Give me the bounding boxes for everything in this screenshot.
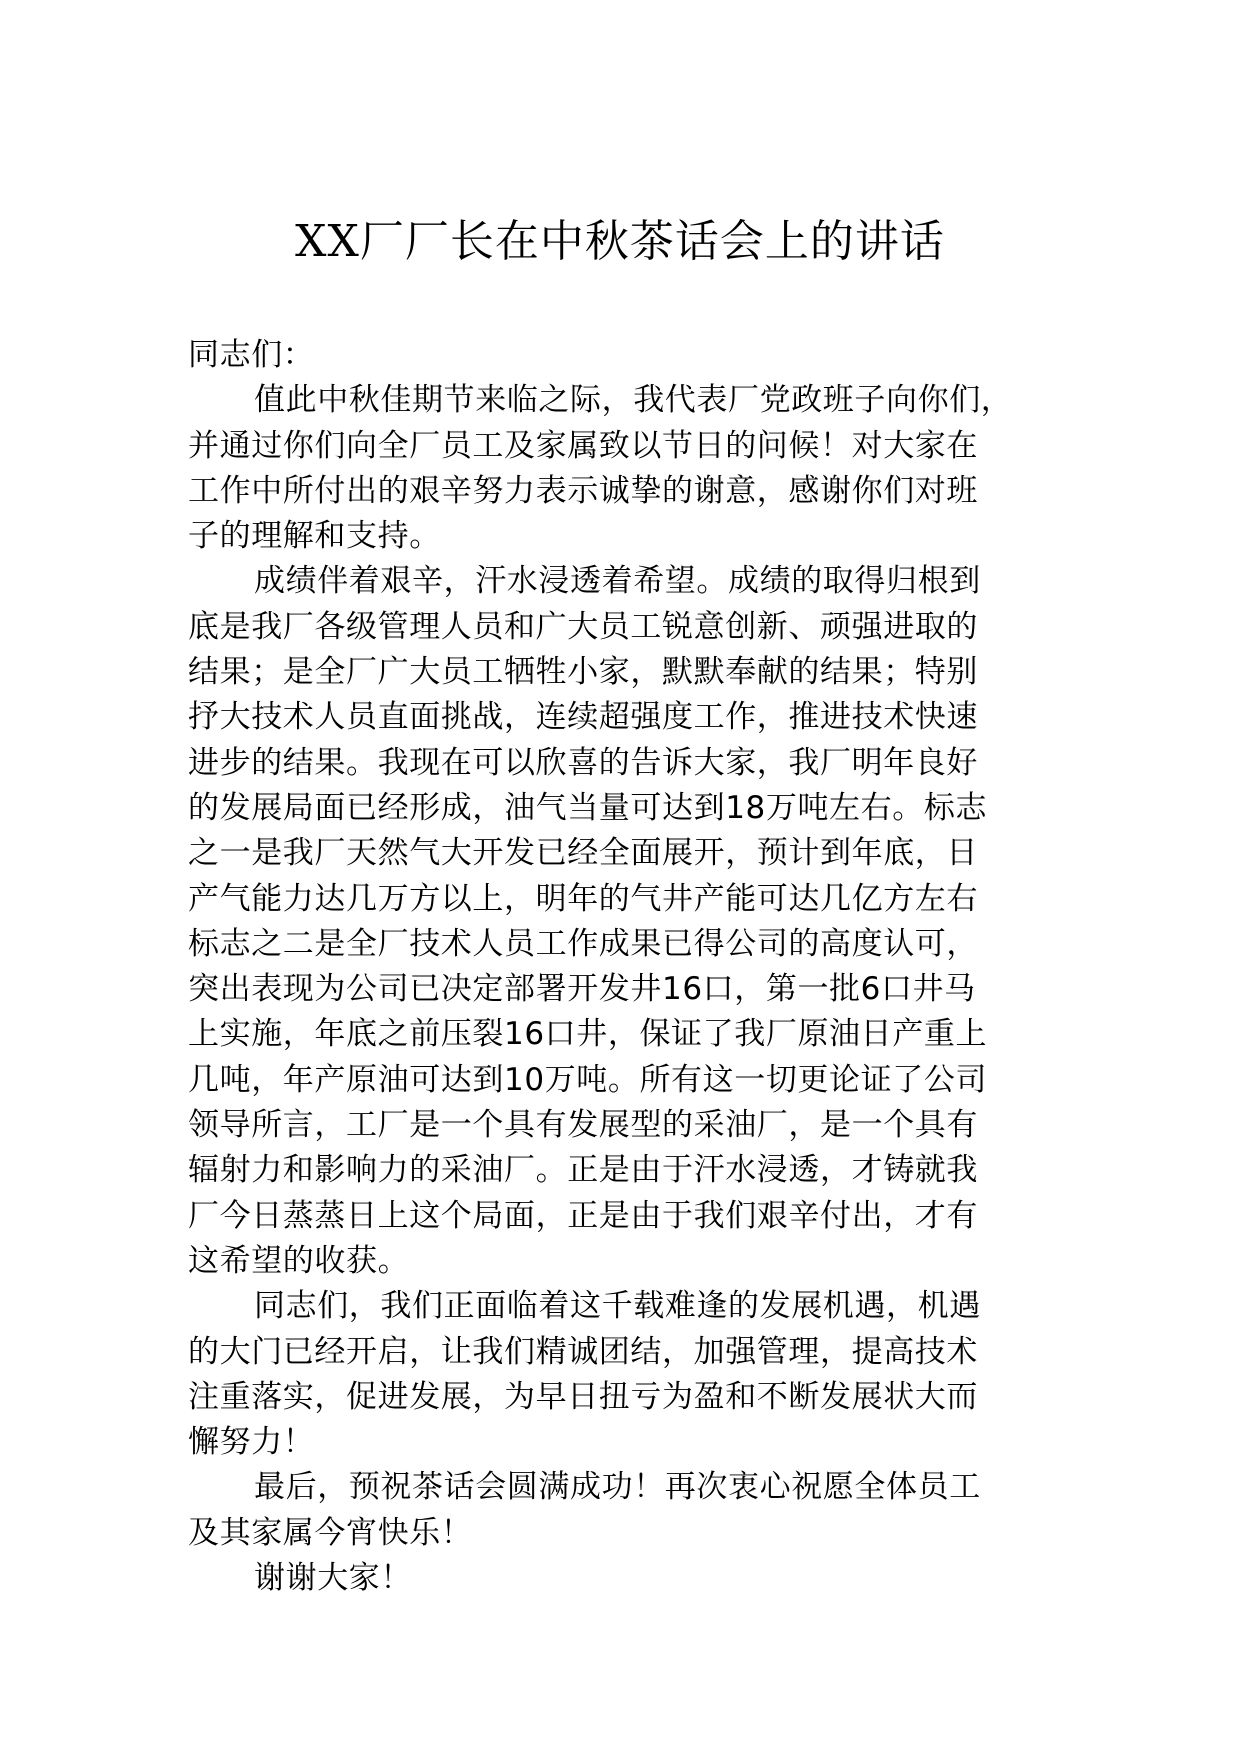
closing-thanks: 谢谢大家！ xyxy=(254,1560,412,1597)
paragraph-2-line: 突出表现为公司已决定部署开发井16口，第一批6口井马 xyxy=(188,971,976,1008)
paragraph-2-line: 成绩伴着艰辛，汗水浸透着希望。成绩的取得归根到 xyxy=(254,563,981,600)
paragraph-3-line: 注重落实，促进发展，为早日扭亏为盈和不断发展状大而 xyxy=(188,1378,978,1415)
salutation: 同志们： xyxy=(188,337,315,373)
paragraph-3-line: 同志们，我们正面临着这千载难逢的发展机遇，机遇 xyxy=(254,1288,981,1325)
speech-body xyxy=(188,333,1060,1601)
paragraph-2-line: 之一是我厂天然气大开发已经全面展开，预计到年底，日 xyxy=(188,835,978,872)
paragraph-1-line: 值此中秋佳期节来临之际，我代表厂党政班子向你们， xyxy=(254,382,1013,419)
paragraph-2-line: 的发展局面已经形成，油气当量可达到18万吨左右。标志 xyxy=(188,789,988,826)
paragraph-2-line: 结果；是全厂广大员工牺牲小家，默默奉献的结果；特别 xyxy=(188,654,978,691)
paragraph-2-line: 上实施，年底之前压裂16口井，保证了我厂原油日产重上 xyxy=(188,1016,988,1053)
paragraph-2-line: 几吨，年产原油可达到10万吨。所有这一切更论证了公司 xyxy=(188,1061,988,1098)
paragraph-1-line: 子的理解和支持。 xyxy=(188,518,441,555)
paragraph-4-line: 最后，预祝茶话会圆满成功！再次衷心祝愿全体员工 xyxy=(254,1469,981,1506)
paragraph-3-line: 的大门已经开启，让我们精诚团结，加强管理，提高技术 xyxy=(188,1333,978,1370)
paragraph-2-line: 辐射力和影响力的采油厂。正是由于汗水浸透，才铸就我 xyxy=(188,1152,978,1189)
paragraph-1-line: 并通过你们向全厂员工及家属致以节日的问候！对大家在 xyxy=(188,427,978,464)
document-title: XX厂厂长在中秋茶话会上的讲话 xyxy=(295,216,945,267)
paragraph-2-line: 领导所言，工厂是一个具有发展型的采油厂，是一个具有 xyxy=(188,1107,978,1144)
paragraph-2-line: 抒大技术人员直面挑战，连续超强度工作，推进技术快速 xyxy=(188,699,978,736)
paragraph-4-line: 及其家属今宵快乐！ xyxy=(188,1514,473,1551)
paragraph-2-line: 这希望的收获。 xyxy=(188,1242,410,1279)
paragraph-2-line: 进步的结果。我现在可以欣喜的告诉大家，我厂明年良好 xyxy=(188,744,978,781)
paragraph-2-line: 底是我厂各级管理人员和广大员工锐意创新、顽强进取的 xyxy=(188,608,978,645)
paragraph-3-line: 懈努力！ xyxy=(188,1424,315,1461)
paragraph-2-line: 产气能力达几万方以上，明年的气井产能可达几亿方左右 xyxy=(188,880,978,917)
paragraph-2-line: 标志之二是全厂技术人员工作成果已得公司的高度认可， xyxy=(188,925,978,962)
paragraph-2-line: 厂今日蒸蒸日上这个局面，正是由于我们艰辛付出，才有 xyxy=(188,1197,978,1234)
paragraph-1-line: 工作中所付出的艰辛努力表示诚挚的谢意，感谢你们对班 xyxy=(188,472,978,509)
